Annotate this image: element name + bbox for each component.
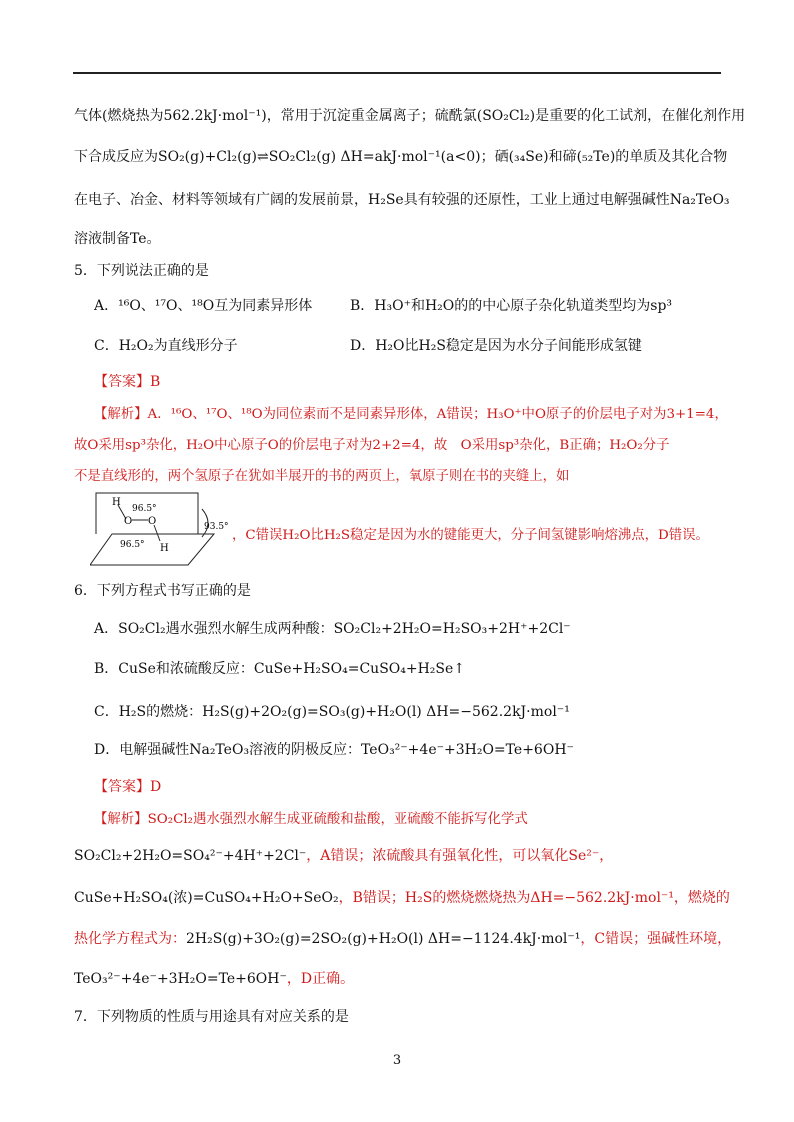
q6-explanation-text-2: ，A错误；浓硫酸具有强氧化性，可以氧化Se²⁻， <box>306 848 614 864</box>
intro-line-2: 下合成反应为SO₂(g)+Cl₂(g)⇌SO₂Cl₂(g) ΔH=akJ·mol⁻¹(a<0)；硒(₃₄Se)和碲(₅₂Te)的单质及其化合物 <box>74 149 728 165</box>
q6-explanation-3 <box>74 888 730 908</box>
q7-stem: 7．下列物质的性质与用途具有对应关系的是 <box>74 1009 349 1025</box>
intro-line-3: 在电子、冶金、材料等领域有广阔的发展前景，H₂Se具有较强的还原性，工业上通过电解强碱性Na₂TeO₃ <box>74 192 730 208</box>
intro-line-4: 溶液制备Te。 <box>74 231 161 247</box>
fig-o-2: O <box>148 516 157 527</box>
q5-explanation-2: 故O采用sp³杂化，H₂O中心原子O的价层电子对为2+2=4，故 O采用sp³杂化，B正确；H₂O₂分子 <box>74 438 670 453</box>
fig-angle-top: 96.5° <box>132 504 157 514</box>
q6-explanation-text-1: SO₂Cl₂遇水强烈水解生成亚硫酸和盐酸，亚硫酸不能拆写化学式 <box>147 812 528 827</box>
page-number: 3 <box>392 1053 402 1068</box>
q5-option-a: A．¹⁶O、¹⁷O、¹⁸O互为同素异形体 <box>94 298 313 314</box>
q5-option-b: B．H₃O⁺和H₂O的的中心原子杂化轨道类型均为sp³ <box>350 298 673 314</box>
q5-option-c: C．H₂O₂为直线形分子 <box>94 338 238 354</box>
q5-answer: 【答案】B <box>94 374 161 390</box>
intro-line-1: 气体(燃烧热为562.2kJ·mol⁻¹)，常用于沉淀重金属离子；硫酰氯(SO₂Cl₂)是重要的化工试剂，在催化剂作用 <box>74 108 746 124</box>
q6-equation-1: SO₂Cl₂+2H₂O=SO₄²⁻+4H⁺+2Cl⁻ <box>74 848 307 864</box>
q6-explanation-text-4a: 热化学方程式为： <box>74 931 186 947</box>
fig-h-bottom: H <box>160 543 169 554</box>
q6-stem: 6．下列方程式书写正确的是 <box>74 583 251 599</box>
q6-explanation-1 <box>94 810 528 830</box>
fig-o-1: O <box>124 516 133 527</box>
q6-explanation-5 <box>74 969 354 989</box>
q6-explanation-text-3: ，B错误；H₂S的燃烧燃烧热为ΔH=−562.2kJ·mol⁻¹，燃烧的 <box>338 890 730 906</box>
fig-dihedral-angle: 93.5° <box>204 522 229 532</box>
header-rule <box>73 72 721 74</box>
q5-explanation-4: ，C错误H₂O比H₂S稳定是因为水的键能更大，分子间氢键影响熔沸点，D错误。 <box>232 528 709 543</box>
h2o2-structure-figure <box>90 489 240 571</box>
q5-explanation-1: 【解析】A．¹⁶O、¹⁷O、¹⁸O为同位素而不是同素异形体，A错误；H₃O⁺中O原子的价层电子对为3+1=4， <box>94 407 728 422</box>
q6-equation-2: CuSe+H₂SO₄(浓)=CuSO₄+H₂O+SeO₂ <box>74 890 339 906</box>
q6-answer: 【答案】D <box>94 779 162 795</box>
q5-explanation-3: 不是直线形的，两个氢原子在犹如半展开的书的两页上，氧原子则在书的夹缝上，如 <box>74 469 570 484</box>
q5-stem: 5．下列说法正确的是 <box>74 263 209 279</box>
q6-explanation-head: 【解析】 <box>94 812 148 827</box>
fig-h-top: H <box>112 497 121 508</box>
q6-explanation-text-4b: ，C错误；强碱性环境， <box>580 931 732 947</box>
q6-explanation-2 <box>74 846 613 866</box>
q6-equation-4: TeO₃²⁻+4e⁻+3H₂O=Te+6OH⁻ <box>74 971 287 987</box>
q6-equation-3: 2H₂S(g)+3O₂(g)=2SO₂(g)+H₂O(l) ΔH=−1124.4kJ·mol⁻¹ <box>186 931 581 947</box>
q6-explanation-4 <box>74 929 731 949</box>
q5-option-d: D．H₂O比H₂S稳定是因为水分子间能形成氢键 <box>350 338 642 354</box>
q6-option-b: B．CuSe和浓硫酸反应：CuSe+H₂SO₄=CuSO₄+H₂Se↑ <box>94 661 466 677</box>
q6-option-d: D．电解强碱性Na₂TeO₃溶液的阴极反应：TeO₃²⁻+4e⁻+3H₂O=Te+6OH⁻ <box>94 742 574 758</box>
q6-option-c: C．H₂S的燃烧：H₂S(g)+2O₂(g)=SO₃(g)+H₂O(l) ΔH=−562.2kJ·mol⁻¹ <box>94 704 570 720</box>
q6-option-a: A．SO₂Cl₂遇水强烈水解生成两种酸：SO₂Cl₂+2H₂O=H₂SO₃+2H⁺+2Cl⁻ <box>94 621 571 637</box>
q6-explanation-text-5: ，D正确。 <box>286 971 355 987</box>
fig-angle-bottom: 96.5° <box>120 540 145 550</box>
